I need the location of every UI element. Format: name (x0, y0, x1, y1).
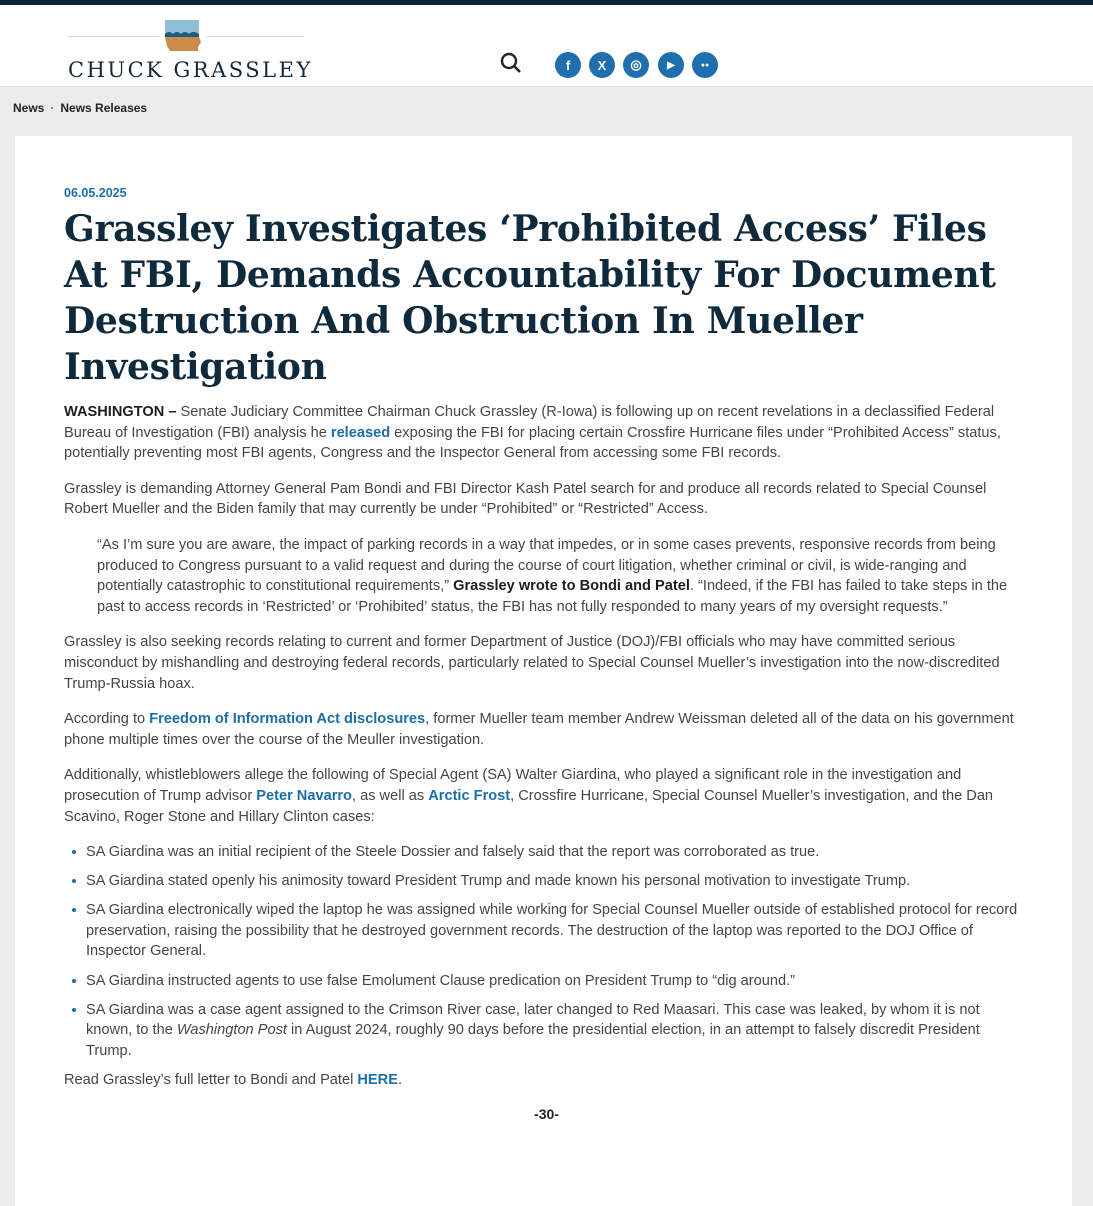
article-card (15, 136, 1072, 1206)
list-item: SA Giardina instructed agents to use false Emolument Clause predication on President Trump to “dig around.” (64, 971, 1029, 992)
text: SA Giardina was a case agent assigned to the Crimson River case, later changed to Red Maasari. This case was leaked, by whom it is not known, to the (86, 1001, 980, 1039)
text: Senate Judiciary Committee Chairman Chuck Grassley (R-Iowa) is following up on recent revelations in a declassified Federal Bureau of Investigation (FBI) analysis he (64, 404, 995, 441)
site-logo[interactable] (66, 17, 316, 87)
medium-glyph: ●● (700, 61, 710, 69)
youtube-icon[interactable] (658, 52, 684, 78)
instagram-glyph: ◎ (630, 57, 642, 72)
text: . (397, 1071, 402, 1088)
text: exposing the FBI for placing certain Crossfire Hurricane files under “Prohibited Access” status, potentially preventing most FBI agents, Congress and the Inspector General from accessing some FBI records. (64, 424, 1001, 462)
released-link[interactable]: released (330, 424, 391, 441)
youtube-glyph: ▶ (667, 59, 675, 71)
logo-rule (68, 36, 160, 37)
facebook-icon[interactable] (555, 52, 581, 78)
text: , as well as (351, 787, 429, 804)
quote-attribution: Grassley wrote to Bondi and Patel (453, 578, 690, 595)
logo-rule (206, 36, 304, 37)
text: . “Indeed, if the FBI has failed to take steps in the past to access records in ‘Restricted’ or ‘Prohibited’ status, the FBI has not fully responded to many years of my oversight requests.” (97, 578, 1008, 615)
breadcrumb-separator: · (50, 101, 55, 115)
paragraph-intro (64, 402, 1029, 464)
text: in August 2024, roughly 90 days before the presidential election, in an attempt to falsely discredit President Trump. (86, 1022, 980, 1059)
publication-name: Washington Post (176, 1022, 287, 1039)
article-date: 06.05.2025 (64, 186, 127, 200)
instagram-icon[interactable] (623, 52, 649, 78)
paragraph-whistleblowers (64, 765, 1029, 827)
allegations-list (64, 842, 1029, 1061)
end-mark: -30- (534, 1105, 559, 1122)
paragraph-closing (64, 1070, 1029, 1091)
list-item: SA Giardina stated openly his animosity toward President Trump and made known his personal motivation to investigate Trump. (64, 871, 1029, 892)
dateline: WASHINGTON – (64, 404, 177, 420)
arctic-frost-link[interactable]: Arctic Frost (428, 787, 511, 804)
article-title: Grassley Investigates ‘Prohibited Access’ Files At FBI, Demands Accountability For Document Destruction And Obstruction In Mueller Investigation (64, 208, 996, 388)
site-header (0, 5, 1093, 87)
medium-icon[interactable] (692, 52, 718, 78)
text: Read Grassley’s full letter to Bondi and Patel (64, 1071, 358, 1088)
text: “As I’m sure you are aware, the impact of parking records in a way that impedes, or in some cases prevents, responsive records from being produced to Congress pursuant to a valid request and during the course of court litigation, whether criminal or civil, is wide-ranging and potentially catastrophic to constitutional requirements,” (97, 536, 996, 595)
letter-link[interactable]: HERE (357, 1071, 398, 1088)
site-name: CHUCK GRASSLEY (68, 58, 313, 82)
quote (97, 535, 1029, 617)
text: According to (64, 711, 150, 728)
list-item (64, 1000, 1029, 1062)
iowa-map-icon (164, 20, 202, 51)
list-item: SA Giardina was an initial recipient of the Steele Dossier and falsely said that the report was corroborated as true. (64, 842, 1029, 863)
peter-navarro-link[interactable]: Peter Navarro (256, 787, 352, 804)
paragraph-foia (64, 709, 1029, 750)
foia-link[interactable]: Freedom of Information Act disclosures (149, 711, 426, 728)
paragraph-demand: Grassley is demanding Attorney General Pam Bondi and FBI Director Kash Patel search for and produce all records related to Special Counsel Robert Mueller and the Biden family that may currently be under “Prohibited” or “Restricted” Access. (64, 480, 987, 518)
x-icon[interactable] (589, 52, 615, 78)
text: , Crossfire Hurricane, Special Counsel Mueller’s investigation, and the Dan Scavino, Roger Stone and Hillary Clinton cases: (64, 787, 994, 825)
text: , former Mueller team member Andrew Weissman deleted all of the data on his government phone multiple times over the course of the Meuller investigation. (64, 711, 1014, 748)
breadcrumb-news[interactable]: News (13, 101, 45, 115)
breadcrumb (13, 101, 147, 115)
facebook-glyph: f (565, 57, 571, 73)
list-item: SA Giardina electronically wiped the laptop he was assigned while working for Special Counsel Mueller outside of established protocol for record preservation, raising the possibility that he destroyed government records. The destruction of the laptop was reported to the DOJ Office of Inspector General. (64, 900, 1029, 962)
text: Additionally, whistleblowers allege the following of Special Agent (SA) Walter Giardina, who played a significant role in the investigation and prosecution of Trump advisor (64, 767, 962, 804)
article (64, 186, 1029, 1122)
paragraph-records: Grassley is also seeking records relating to current and former Department of Justice (DOJ)/FBI officials who may have committed serious misconduct by mishandling and destroying federal records, particularly related to Special Counsel Mueller’s investigation into the now-discredited Trump-Russia hoax. (64, 634, 1000, 692)
x-glyph: X (597, 57, 607, 73)
search-icon[interactable] (499, 52, 523, 76)
breadcrumb-news-releases[interactable]: News Releases (60, 101, 148, 115)
